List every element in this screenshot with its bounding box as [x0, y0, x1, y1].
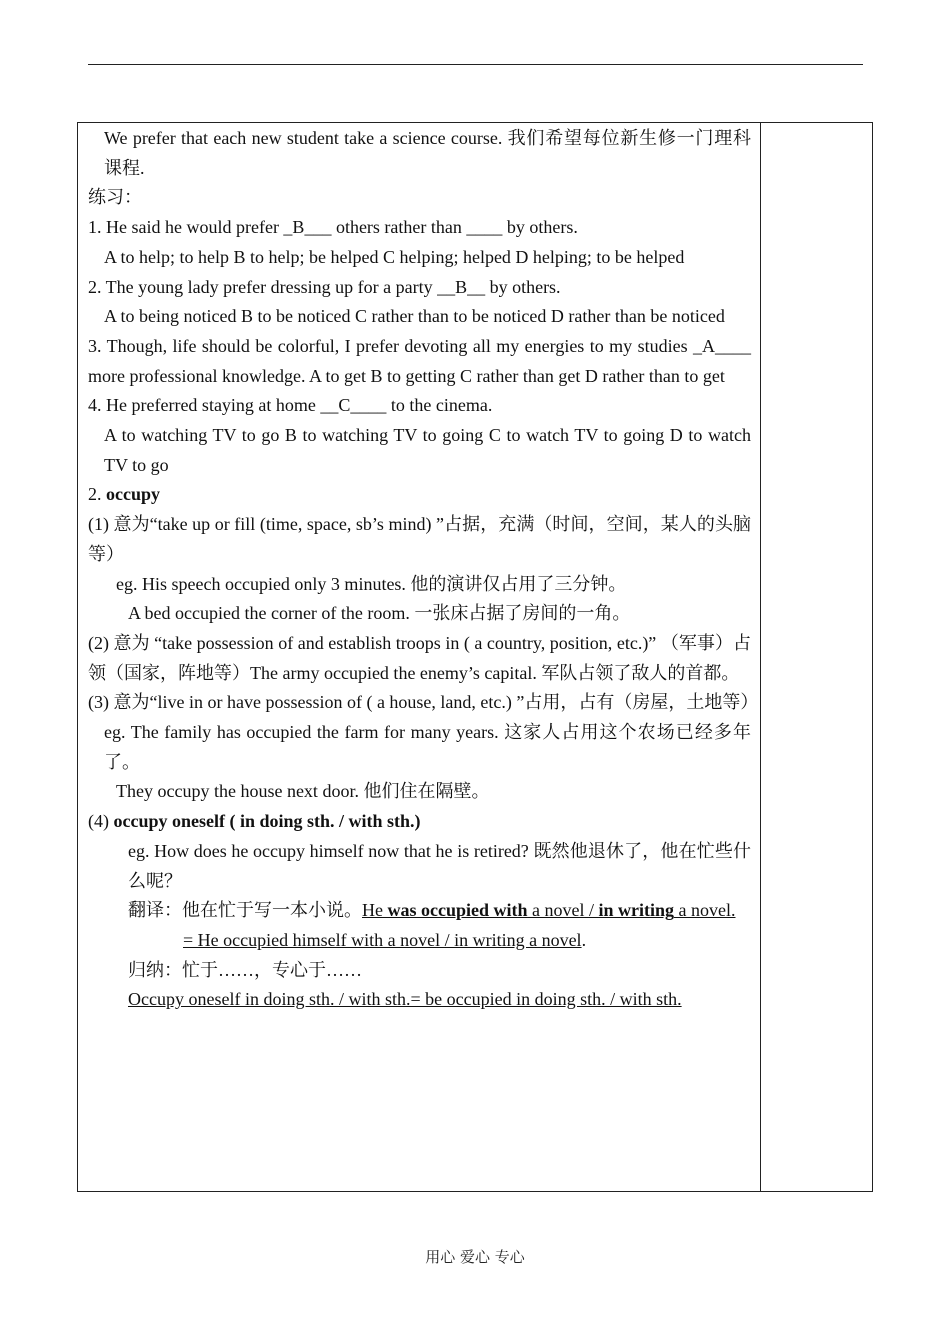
sense-4-phrase: occupy oneself ( in doing sth. / with sth.)	[113, 811, 421, 832]
question-2: 2. The young lady prefer dressing up for a party __B__ by others.	[88, 276, 561, 297]
translation-answer-part: a novel.	[674, 900, 736, 921]
translation-alternative-text: = He occupied himself with a novel / in writing a novel	[183, 929, 582, 950]
occupy-heading	[88, 480, 751, 510]
question-3: 3. Though, life should be colorful, I prefer devoting all my energies to my studies _A____ more professional knowledge. A to get B to getting C rather than get D rather than to get	[88, 335, 751, 386]
question-4: 4. He preferred staying at home __C____ to the cinema.	[88, 395, 493, 416]
occupy-heading-word: occupy	[106, 484, 160, 505]
summary-rule-text: Occupy oneself in doing sth. / with sth.= be occupied in doing sth. / with sth.	[128, 989, 682, 1010]
sense-4-example: eg. How does he occupy himself now that he is retired? 既然他退休了，他在忙些什么呢？	[128, 840, 751, 891]
translation-answer-bold: was occupied with	[387, 900, 528, 921]
exercise-heading: 练习：	[88, 187, 142, 208]
translation-alternative-period: .	[581, 929, 587, 950]
sense-3-example-2: They occupy the house next door. 他们住在隔壁。	[116, 781, 490, 802]
question-4-options: A to watching TV to go B to watching TV to going C to watch TV to going D to watch TV to go	[104, 425, 751, 475]
header-rule	[88, 64, 863, 65]
table-column-divider	[760, 122, 761, 1192]
sense-2: (2) 意为 “take possession of and establish troops in ( a country, position, etc.)” （军事）占领（国家，阵地等）The army occupied the enemy’s capital. 军队占领了敌人的首都。	[88, 632, 751, 683]
translation-answer-part: a novel /	[527, 900, 599, 921]
table-main-cell	[88, 124, 759, 1015]
sense-1-example-2: A bed occupied the corner of the room. 一张床占据了房间的一角。	[128, 603, 631, 624]
translation-label: 翻译：他在忙于写一本小说。	[128, 900, 362, 921]
sense-1: (1) 意为“take up or fill (time, space, sb’s mind) ”占据，充满（时间，空间，某人的头脑等）	[88, 514, 751, 564]
sense-4-number: (4)	[88, 811, 114, 832]
translation-exercise	[88, 896, 751, 926]
question-1-options: A to help; to help B to help; be helped C helping; helped D helping; to be helped	[104, 246, 685, 267]
translation-answer-bold: in writing	[598, 900, 675, 921]
occupy-heading-number: 2.	[88, 484, 106, 505]
sense-1-example-1: eg. His speech occupied only 3 minutes. 他的演讲仅占用了三分钟。	[116, 573, 627, 594]
sense-3: (3) 意为“live in or have possession of ( a house, land, etc.) ”占用，占有（房屋，土地等）	[88, 692, 759, 713]
translation-answer	[362, 900, 736, 920]
prefer-example: We prefer that each new student take a science course. 我们希望每位新生修一门理科课程.	[104, 128, 751, 178]
sense-4	[88, 807, 751, 837]
translation-answer-part: He	[362, 900, 388, 921]
summary-rule	[88, 985, 751, 1015]
sense-3-example-1: eg. The family has occupied the farm for many years. 这家人占用这个农场已经多年了。	[104, 722, 751, 772]
summary-label: 归纳：忙于……，专心于……	[128, 959, 362, 980]
question-2-options: A to being noticed B to be noticed C rather than to be noticed D rather than be noticed	[104, 306, 725, 327]
question-1: 1. He said he would prefer _B___ others rather than ____ by others.	[88, 217, 578, 238]
translation-alternative	[88, 926, 751, 956]
page-footer: 用心 爱心 专心	[425, 1248, 525, 1266]
